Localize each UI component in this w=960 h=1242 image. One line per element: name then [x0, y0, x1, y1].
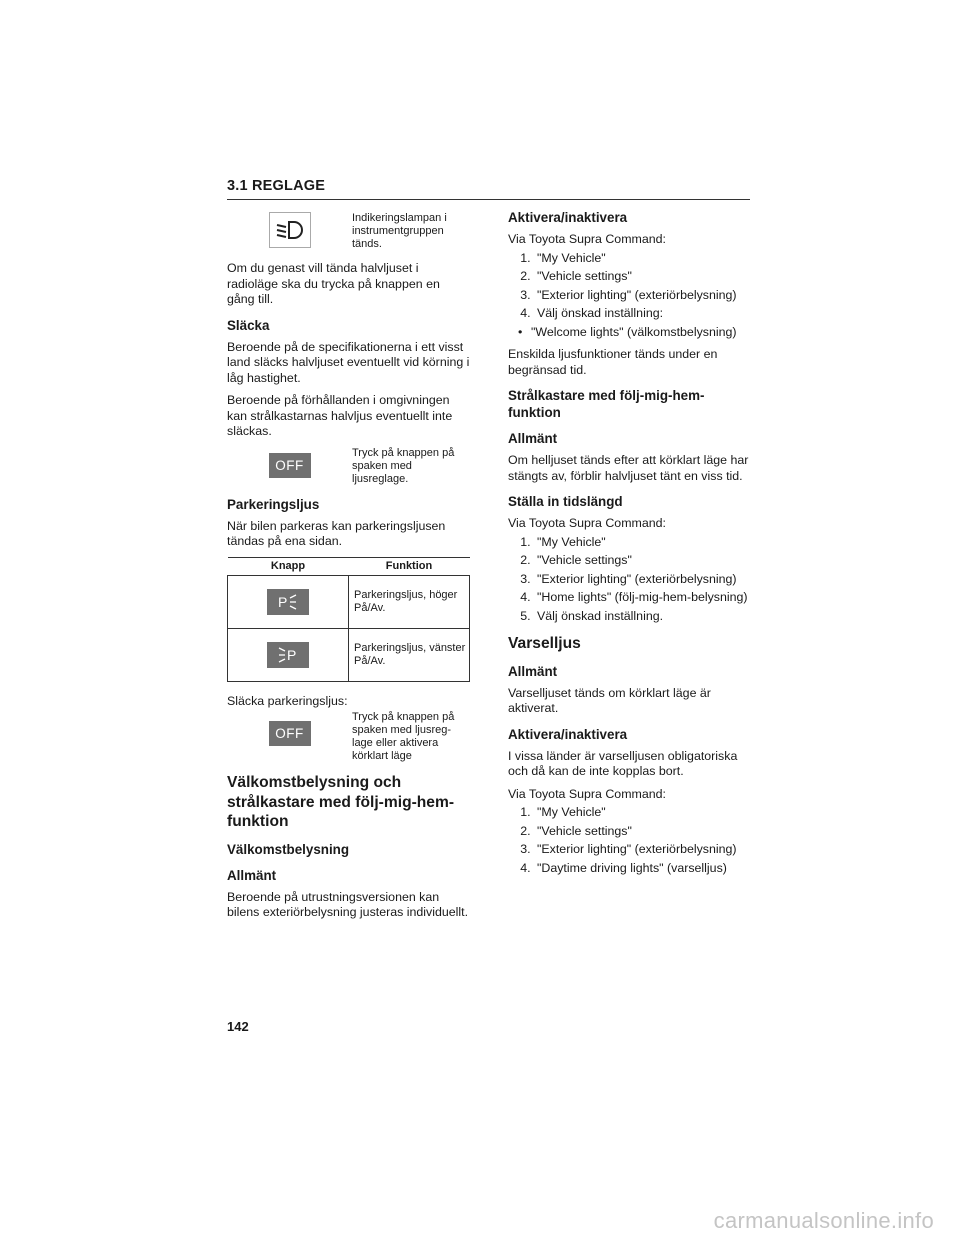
steps-list-1 — [508, 251, 752, 322]
off-row-1 — [227, 447, 470, 486]
slacka-paragraph-2: Beroende på förhållanden i omgivningen kan strålkastarnas halvljus eventuellt inte släckas. — [227, 393, 453, 438]
steps-list-2 — [508, 535, 752, 625]
list-item: 1. "My Vehicle" — [534, 805, 752, 821]
table-cell-function: Parkeringsljus, vänster På/Av. — [349, 628, 470, 681]
parking-light-left-icon — [267, 642, 309, 668]
left-column — [227, 210, 470, 928]
helljus-paragraph: Om helljuset tänds efter att körklart läge har stängts av, förblir halvljuset tänt en viss tid. — [508, 453, 749, 483]
table-header-button: Knapp — [228, 557, 349, 575]
heading-valkomstbelysning-main: Välkomstbelysning och strålkastare med följ-mig-hem-funktion — [227, 774, 455, 830]
list-item: 4. Välj önskad inställning: — [534, 306, 752, 322]
heading-varselljus: Varselljus — [508, 635, 581, 652]
via-paragraph-3: Via Toyota Supra Command: — [508, 786, 666, 801]
heading-stralkastare: Strålkastare med följ-mig-hem-funktion — [508, 388, 705, 420]
allmant-paragraph: Beroende på utrustningsversionen kan bilens exteriörbelysning justeras individuellt. — [227, 889, 469, 919]
page-number: 142 — [227, 1019, 249, 1034]
obligatoriska-paragraph: I vissa länder är varselljusen obligatoriska och då kan de inte kopplas bort. — [508, 748, 738, 778]
intro-paragraph: Om du genast vill tända halvljuset i radioläge ska du trycka på knappen en gång till. — [227, 261, 440, 306]
right-column — [508, 200, 752, 879]
parking-light-table — [227, 557, 470, 682]
table-row — [228, 628, 470, 681]
heading-allmant: Allmänt — [227, 867, 277, 883]
via-paragraph-1: Via Toyota Supra Command: — [508, 232, 666, 246]
svg-text:P: P — [287, 646, 297, 663]
off-row-2 — [227, 711, 470, 763]
slacka-parkeringsljus-paragraph: Släcka parkeringsljus: — [227, 693, 348, 708]
watermark: carmanualsonline.info — [713, 1208, 934, 1233]
section-title: 3.1 REGLAGE — [227, 178, 750, 200]
heading-parkeringsljus: Parkeringsljus — [227, 496, 320, 512]
heading-allmant-3: Allmänt — [508, 663, 558, 679]
bullet-list-1 — [508, 325, 752, 341]
heading-aktivera-2: Aktivera/inaktivera — [508, 726, 628, 742]
heading-slacka: Släcka — [227, 317, 270, 333]
table-row — [228, 575, 470, 628]
list-item: 4. "Daytime driving lights" (varselljus) — [534, 861, 752, 877]
off-note-2: Tryck på knappen på spaken med ljusreg-lage eller aktivera körklart läge — [352, 711, 455, 762]
list-item: 2. "Vehicle settings" — [534, 269, 752, 285]
off-button-icon: OFF — [269, 453, 311, 478]
indicator-note: Indikeringslampan i instrumentgruppen tänds. — [352, 212, 447, 250]
list-item: 2. "Vehicle settings" — [534, 553, 752, 569]
table-cell-function: Parkeringsljus, höger På/Av. — [349, 575, 470, 628]
parking-light-right-icon — [267, 589, 309, 615]
list-item: 3. "Exterior lighting" (exteriörbelysning) — [534, 572, 752, 588]
steps-list-3 — [508, 805, 752, 876]
indicator-row — [227, 212, 470, 251]
list-item: 1. "My Vehicle" — [534, 535, 752, 551]
enskilda-paragraph: Enskilda ljusfunktioner tänds under en begränsad tid. — [508, 347, 718, 377]
list-item: 3. "Exterior lighting" (exteriörbelysning) — [534, 842, 752, 858]
list-item: 3. "Exterior lighting" (exteriörbelysning) — [534, 288, 752, 304]
slacka-paragraph-1: Beroende på de specifikationerna i ett visst land släcks halvljuset eventuellt vid körning i låg hastighet. — [227, 339, 470, 385]
via-paragraph-2: Via Toyota Supra Command: — [508, 516, 666, 530]
parkering-paragraph: När bilen parkeras kan parkeringsljusen tändas på ena sidan. — [227, 518, 446, 548]
list-item: • "Welcome lights" (välkomstbelysning) — [522, 325, 752, 341]
heading-stalla-in: Ställa in tidslängd — [508, 494, 623, 509]
list-item: 4. "Home lights" (följ-mig-hem-belysning) — [534, 590, 752, 606]
list-item: 2. "Vehicle settings" — [534, 824, 752, 840]
svg-text:P: P — [278, 593, 288, 610]
heading-valkomstbelysning: Välkomstbelysning — [227, 841, 350, 857]
heading-aktivera-1: Aktivera/inaktivera — [508, 210, 628, 225]
list-item: 5. Välj önskad inställning. — [534, 609, 752, 625]
varsel-paragraph: Varselljuset tänds om körklart läge är aktiverat. — [508, 685, 711, 715]
list-item: 1. "My Vehicle" — [534, 251, 752, 267]
table-header-function: Funktion — [349, 557, 470, 575]
heading-allmant-2: Allmänt — [508, 431, 558, 446]
off-note-1: Tryck på knappen på spaken med ljusreglage. — [352, 446, 455, 485]
off-button-icon: OFF — [269, 721, 311, 746]
low-beam-indicator-icon — [269, 212, 311, 248]
